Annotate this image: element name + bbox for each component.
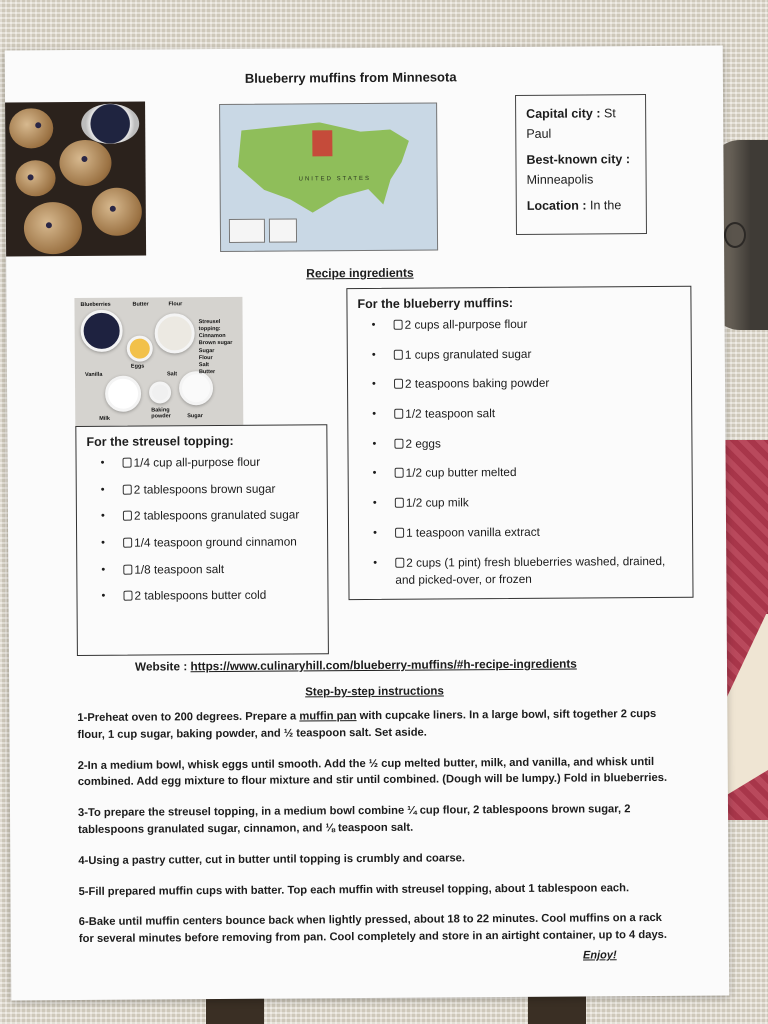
photo-label: Butter (132, 301, 149, 308)
website-link[interactable]: https://www.culinaryhill.com/blueberry-muffins/#h-recipe-ingredients (190, 656, 577, 674)
berry-image (35, 122, 41, 128)
berry-bowl-image (81, 104, 139, 144)
checkbox-icon[interactable] (123, 484, 132, 494)
flour-bowl-image (155, 313, 195, 353)
map-country-label: UNITED STATES (298, 175, 372, 183)
list-item: • 1/2 teaspoon salt (348, 404, 691, 424)
berry-image (28, 174, 34, 180)
list-item: • 1/4 teaspoon ground cinnamon (77, 533, 327, 552)
berry-image (81, 156, 87, 162)
muffin-image (9, 108, 53, 148)
muffins-list (348, 315, 693, 590)
streusel-ingredients-box (75, 424, 329, 656)
baking-powder-bowl-image (149, 381, 171, 403)
checkbox-icon[interactable] (394, 379, 403, 389)
location-value: In the (589, 198, 622, 213)
checkbox-icon[interactable] (394, 409, 403, 419)
checkbox-icon[interactable] (394, 438, 403, 448)
wall-knob (724, 222, 746, 248)
map-inset-alaska (229, 219, 265, 243)
list-item: • 1/8 teaspoon salt (77, 560, 327, 579)
step-2: 2-In a medium bowl, whisk eggs until smooth. Add the ½ cup melted butter, milk, and vanilla, and whisk until combined. Add egg mixture to flour mixture and stir until combined. (Dough will be lumpy.) Fold in blueberries. (77, 755, 668, 789)
muffin-image (92, 188, 142, 236)
checkbox-icon[interactable] (394, 320, 403, 330)
photo-label: Baking powder (151, 407, 171, 420)
location-label: Location : (526, 198, 587, 213)
usa-map (219, 103, 438, 253)
list-item: • 1/2 cup butter melted (349, 463, 692, 483)
muffin-ingredients-box (346, 286, 693, 600)
photo-label: Flour (168, 301, 183, 308)
capital-label: Capital city : (526, 106, 601, 121)
milk-bowl-image (105, 376, 141, 412)
website-line (135, 657, 577, 674)
step-6: 6-Bake until muffin centers bounce back when lightly pressed, about 18 to 22 minutes. Cool muffins on a rack for several minutes before removing from pan. Cool completely and store in an airtight container, up to 4 days. (78, 912, 668, 946)
muffin-pan-link[interactable]: muffin pan (299, 710, 357, 723)
photo-label: Salt (166, 371, 178, 378)
bestknown-value: Minneapolis (526, 172, 594, 187)
bestknown-label: Best-known city : (526, 152, 631, 167)
checkbox-icon[interactable] (395, 468, 404, 478)
list-item: • 1 cups granulated sugar (348, 344, 691, 364)
list-item: • 2 tablespoons brown sugar (77, 480, 327, 499)
photo-label: Blueberries (80, 301, 111, 308)
list-item: • 2 tablespoons butter cold (77, 587, 327, 606)
ingredients-photo (74, 297, 243, 428)
list-item: • 1/4 cup all-purpose flour (77, 453, 327, 472)
step-1: 1-Preheat oven to 200 degrees. Prepare a muffin pan with cupcake liners. In a large bowl, sift together 2 cups flour, 1 cup sugar, baking powder, and ½ teaspoon salt. Set aside. (77, 707, 657, 741)
list-item: • 2 cups (1 pint) fresh blueberries washed, drained, and picked-over, or frozen (349, 552, 692, 590)
enjoy-signoff: Enjoy! (582, 949, 617, 962)
checkbox-icon[interactable] (123, 564, 132, 574)
page-title: Blueberry muffins from Minnesota (244, 69, 457, 86)
muffin-image (15, 160, 55, 196)
list-item: • 1/2 cup milk (349, 493, 692, 513)
recipe-ingredients-heading: Recipe ingredients (306, 265, 414, 281)
eggs-bowl-image (127, 335, 153, 361)
step-4: 4-Using a pastry cutter, cut in butter until topping is crumbly and coarse. (78, 852, 466, 867)
state-facts-box (515, 94, 647, 235)
step-3: 3-To prepare the streusel topping, in a medium bowl combine ¼ cup flour, 2 tablespoons brown sugar, 2 tablespoons granulated sugar, cinnamon, and ⅛ teaspoon salt. (77, 803, 631, 837)
berry-image (110, 206, 116, 212)
website-label: Website : (134, 659, 188, 674)
photo-label: Sugar (187, 413, 203, 420)
list-item: • 2 cups all-purpose flour (348, 315, 691, 335)
map-inset-hawaii (269, 218, 297, 242)
list-item: • 2 tablespoons granulated sugar (77, 507, 327, 526)
photo-label: Vanilla (84, 371, 103, 378)
list-item: • 2 eggs (348, 433, 691, 453)
list-item: • 2 teaspoons baking powder (348, 374, 691, 394)
checkbox-icon[interactable] (123, 511, 132, 521)
minnesota-highlight (312, 130, 332, 156)
muffins-photo (5, 102, 146, 257)
photo-label: Milk (99, 415, 110, 422)
checkbox-icon[interactable] (123, 538, 132, 548)
streusel-list (77, 453, 328, 606)
photo-label: Eggs (130, 363, 145, 370)
streusel-heading: For the streusel topping: (86, 433, 234, 449)
berry-image (46, 222, 52, 228)
checkbox-icon[interactable] (394, 349, 403, 359)
instructions (77, 706, 679, 962)
checkbox-icon[interactable] (395, 498, 404, 508)
recipe-sheet (5, 46, 730, 1001)
checkbox-icon[interactable] (123, 591, 132, 601)
checkbox-icon[interactable] (395, 528, 404, 538)
photo-label-streusel: Streusel topping: Cinnamon Brown sugar Sugar Flour Salt Butter (198, 319, 233, 376)
checkbox-icon[interactable] (395, 557, 404, 567)
capital-value: St Paul (526, 106, 616, 141)
list-item: • 1 teaspoon vanilla extract (349, 523, 692, 543)
steps-heading: Step-by-step instructions (305, 685, 444, 699)
muffin-image (59, 140, 111, 186)
muffin-image (24, 202, 82, 254)
muffins-heading: For the blueberry muffins: (357, 295, 514, 312)
step-5: 5-Fill prepared muffin cups with batter. Top each muffin with streusel topping, about 1 tablespoon each. (78, 881, 630, 898)
blueberries-bowl-image (81, 310, 123, 352)
checkbox-icon[interactable] (123, 458, 132, 468)
